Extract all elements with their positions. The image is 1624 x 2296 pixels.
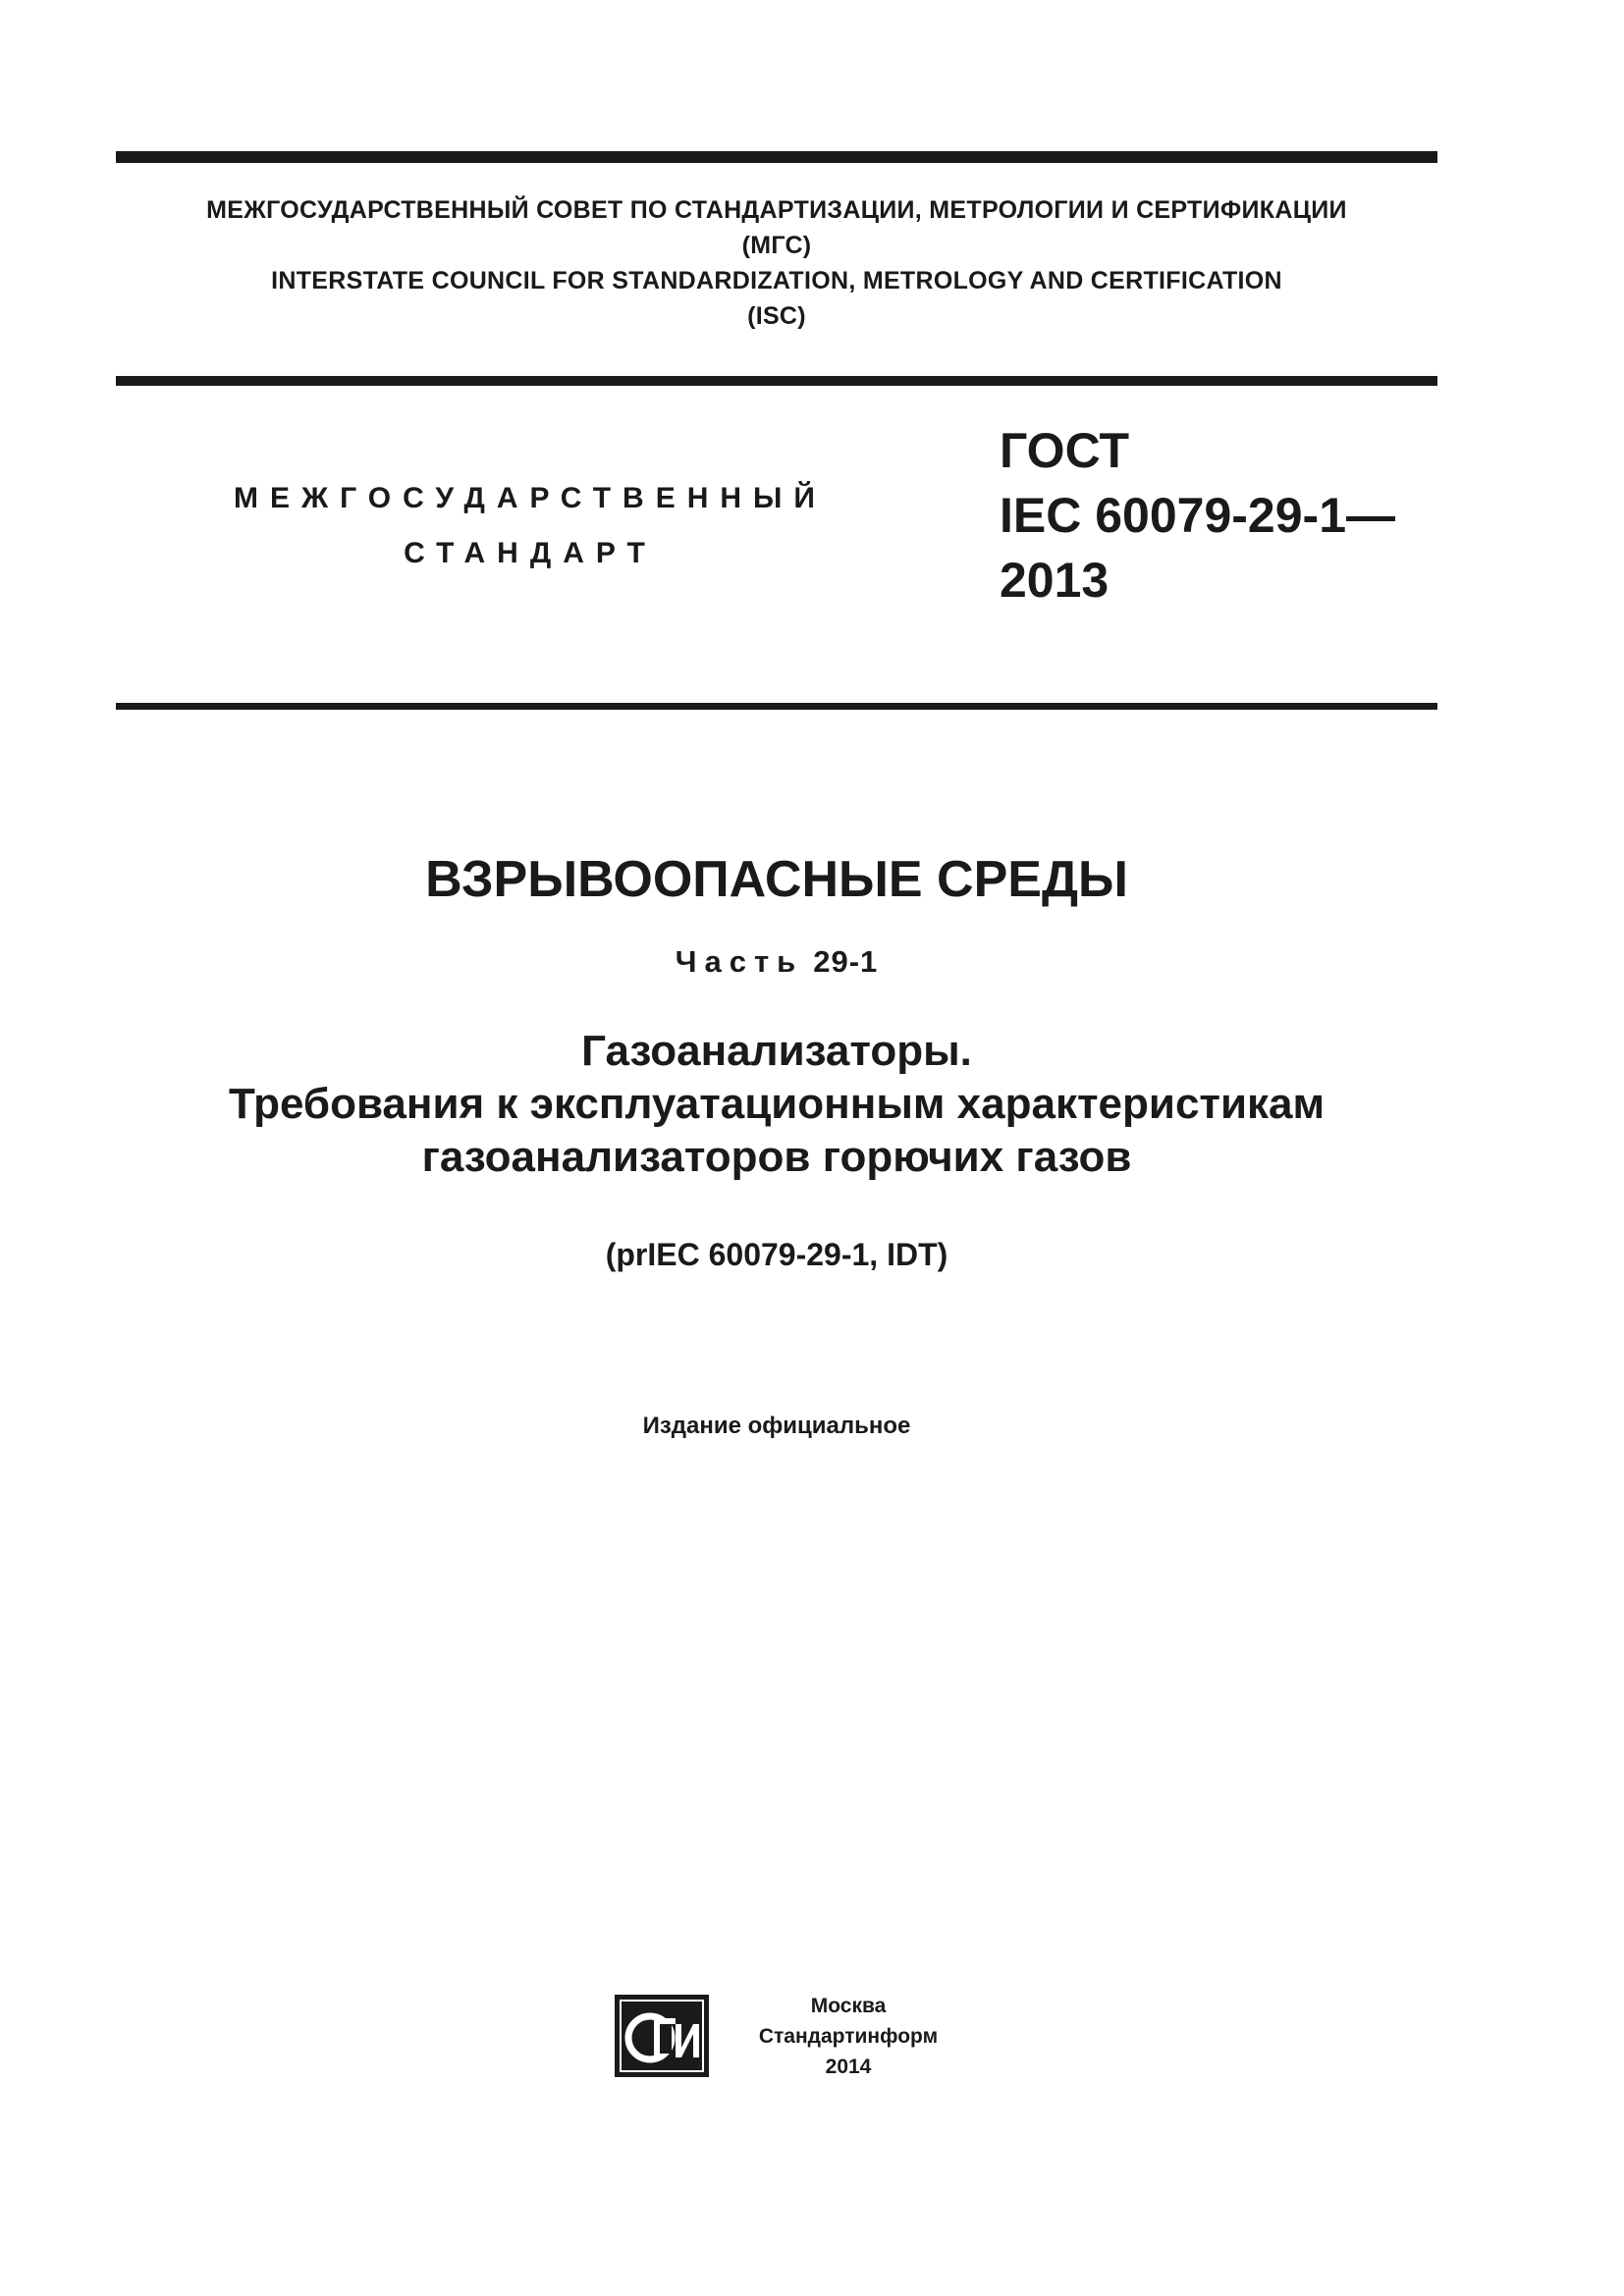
designation-line1: ГОСТ <box>1000 423 1129 478</box>
middle-rule <box>116 376 1437 386</box>
standartinform-logo-icon <box>615 1995 709 2077</box>
standard-type-line1: МЕЖГОСУДАРСТВЕННЫЙ <box>234 482 827 514</box>
lower-rule <box>116 703 1437 710</box>
top-rule <box>116 151 1437 163</box>
council-header <box>116 192 1437 334</box>
document-subtitle <box>116 1025 1437 1184</box>
publisher-name: Стандартинформ <box>758 2025 939 2048</box>
designation-line2: IEC 60079-29-1— <box>1000 488 1396 543</box>
standard-type <box>177 471 884 581</box>
publisher-year: 2014 <box>825 2056 872 2078</box>
standard-designation <box>1000 418 1395 613</box>
subtitle-line1: Газоанализаторы. <box>581 1027 972 1075</box>
document-title: ВЗРЫВООПАСНЫЕ СРЕДЫ <box>425 851 1128 908</box>
part-word: Часть <box>675 944 804 979</box>
council-abbr-ru: (МГС) <box>741 232 812 259</box>
standard-type-line2: СТАНДАРТ <box>404 537 657 569</box>
subtitle-line3: газоанализаторов горючих газов <box>421 1133 1132 1181</box>
council-name-ru: МЕЖГОСУДАРСТВЕННЫЙ СОВЕТ ПО СТАНДАРТИЗАЦИИ, МЕТРОЛОГИИ И СЕРТИФИКАЦИИ <box>206 196 1347 224</box>
subtitle-line2: Требования к эксплуатационным характеристикам <box>228 1080 1326 1128</box>
standard-reference: (prIEC 60079-29-1, IDT) <box>605 1237 948 1272</box>
publisher-city: Москва <box>810 1995 887 2017</box>
part-label <box>116 940 1437 984</box>
council-name-en: INTERSTATE COUNCIL FOR STANDARDIZATION, METROLOGY AND CERTIFICATION <box>271 267 1282 294</box>
council-abbr-en: (ISC) <box>747 302 806 330</box>
edition-label: Издание официальное <box>642 1413 911 1439</box>
publisher-info <box>731 1991 966 2082</box>
publisher-block <box>615 1987 1007 2095</box>
designation-line3: 2013 <box>1000 553 1110 608</box>
part-number: 29-1 <box>813 944 879 979</box>
